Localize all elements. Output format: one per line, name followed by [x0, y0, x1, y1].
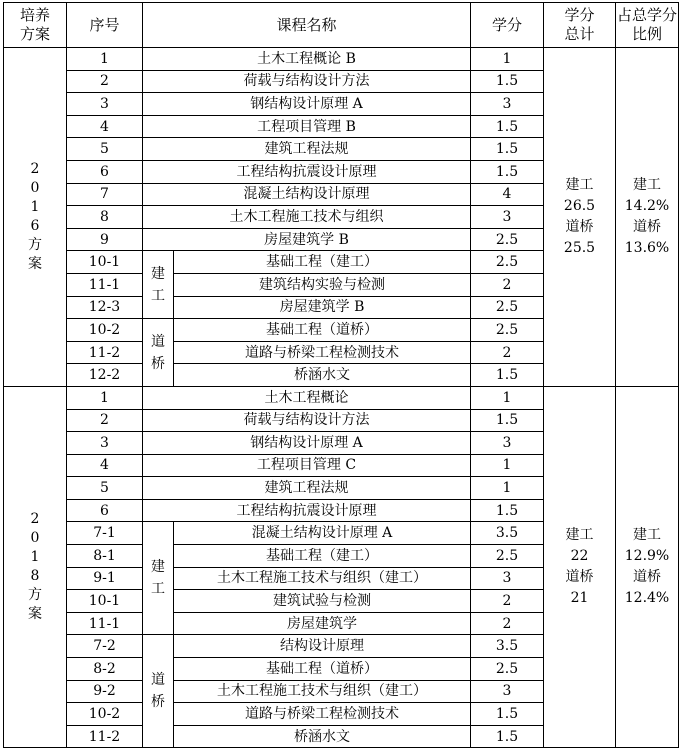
seq-cell: 10-1 — [67, 590, 143, 613]
credit-cell: 3 — [471, 432, 544, 455]
credit-cell: 3.5 — [471, 635, 544, 658]
seq-cell: 5 — [67, 477, 143, 500]
seq-cell: 10-1 — [67, 251, 143, 274]
credit-cell: 2.5 — [471, 319, 544, 342]
course-cell: 钢结构设计原理 A — [143, 93, 471, 116]
credit-cell: 1.5 — [471, 138, 544, 161]
credit-cell: 1.5 — [471, 364, 544, 387]
group-label-daoqiao: 道 桥 — [143, 635, 174, 748]
credit-cell: 2.5 — [471, 251, 544, 274]
header-plan: 培养 方案 — [4, 3, 67, 48]
credit-cell: 1 — [471, 48, 544, 71]
header-credit: 学分 — [471, 3, 544, 48]
credit-cell: 1.5 — [471, 499, 544, 522]
course-cell: 建筑试验与检测 — [174, 590, 471, 613]
seq-cell: 7-2 — [67, 635, 143, 658]
course-cell: 土木工程概论 — [143, 386, 471, 409]
credit-cell: 1 — [471, 477, 544, 500]
seq-cell: 3 — [67, 93, 143, 116]
seq-cell: 10-2 — [67, 319, 143, 342]
credit-cell: 2 — [471, 612, 544, 635]
group-label-daoqiao: 道 桥 — [143, 319, 174, 387]
seq-cell: 4 — [67, 115, 143, 138]
ratio-cell: 建工 12.9% 道桥 12.4% — [616, 386, 679, 748]
credit-cell: 2 — [471, 341, 544, 364]
plan-label: 2 0 1 6 方 案 — [4, 48, 67, 387]
total-credits-cell: 建工 26.5 道桥 25.5 — [544, 48, 616, 387]
course-cell: 道路与桥梁工程检测技术 — [174, 341, 471, 364]
credit-cell: 2 — [471, 273, 544, 296]
seq-cell: 6 — [67, 160, 143, 183]
course-cell: 混凝土结构设计原理 A — [174, 522, 471, 545]
course-cell: 工程结构抗震设计原理 — [143, 160, 471, 183]
course-cell: 房屋建筑学 — [174, 612, 471, 635]
course-cell: 建筑结构实验与检测 — [174, 273, 471, 296]
credit-cell: 3.5 — [471, 522, 544, 545]
seq-cell: 7-1 — [67, 522, 143, 545]
course-cell: 基础工程（道桥） — [174, 319, 471, 342]
credit-cell: 2.5 — [471, 545, 544, 568]
credit-cell: 1 — [471, 454, 544, 477]
table-row — [4, 48, 679, 71]
course-cell: 荷载与结构设计方法 — [143, 70, 471, 93]
course-cell: 基础工程（建工） — [174, 251, 471, 274]
course-cell: 基础工程（建工） — [174, 545, 471, 568]
credit-cell: 1.5 — [471, 703, 544, 726]
group-label-jiangong: 建 工 — [143, 251, 174, 319]
course-cell: 建筑工程法规 — [143, 477, 471, 500]
credit-cell: 1.5 — [471, 70, 544, 93]
seq-cell: 3 — [67, 432, 143, 455]
header-total: 学分 总计 — [544, 3, 616, 48]
credit-cell: 3 — [471, 93, 544, 116]
course-cell: 土木工程施工技术与组织（建工） — [174, 567, 471, 590]
seq-cell: 4 — [67, 454, 143, 477]
course-cell: 土木工程概论 B — [143, 48, 471, 71]
course-cell: 建筑工程法规 — [143, 138, 471, 161]
course-cell: 土木工程施工技术与组织 — [143, 206, 471, 229]
credit-cell: 1.5 — [471, 725, 544, 748]
course-cell: 基础工程（道桥） — [174, 658, 471, 681]
table-row — [4, 386, 679, 409]
credit-cell: 1 — [471, 386, 544, 409]
plan-2016-section — [4, 48, 679, 387]
seq-cell: 8-1 — [67, 545, 143, 568]
course-cell: 工程结构抗震设计原理 — [143, 499, 471, 522]
course-cell: 工程项目管理 B — [143, 115, 471, 138]
seq-cell: 11-2 — [67, 725, 143, 748]
ratio-cell: 建工 14.2% 道桥 13.6% — [616, 48, 679, 387]
course-cell: 房屋建筑学 B — [174, 296, 471, 319]
seq-cell: 2 — [67, 70, 143, 93]
course-cell: 结构设计原理 — [174, 635, 471, 658]
course-cell: 房屋建筑学 B — [143, 228, 471, 251]
seq-cell: 8-2 — [67, 658, 143, 681]
credit-cell: 3 — [471, 567, 544, 590]
seq-cell: 12-2 — [67, 364, 143, 387]
header-row — [4, 3, 679, 48]
group-label-jiangong: 建 工 — [143, 522, 174, 635]
seq-cell: 5 — [67, 138, 143, 161]
course-cell: 道路与桥梁工程检测技术 — [174, 703, 471, 726]
plan-label: 2 0 1 8 方 案 — [4, 386, 67, 748]
seq-cell: 1 — [67, 386, 143, 409]
seq-cell: 8 — [67, 206, 143, 229]
course-cell: 土木工程施工技术与组织（建工） — [174, 680, 471, 703]
credit-cell: 2 — [471, 590, 544, 613]
seq-cell: 2 — [67, 409, 143, 432]
course-cell: 桥涵水文 — [174, 364, 471, 387]
seq-cell: 7 — [67, 183, 143, 206]
header-seq: 序号 — [67, 3, 143, 48]
credit-cell: 2.5 — [471, 658, 544, 681]
seq-cell: 1 — [67, 48, 143, 71]
credit-cell: 1.5 — [471, 160, 544, 183]
plan-2018-section — [4, 386, 679, 748]
course-cell: 工程项目管理 C — [143, 454, 471, 477]
seq-cell: 9-2 — [67, 680, 143, 703]
course-cell: 桥涵水文 — [174, 725, 471, 748]
seq-cell: 12-3 — [67, 296, 143, 319]
course-cell: 混凝土结构设计原理 — [143, 183, 471, 206]
course-cell: 钢结构设计原理 A — [143, 432, 471, 455]
credit-cell: 2.5 — [471, 296, 544, 319]
credit-cell: 1.5 — [471, 409, 544, 432]
seq-cell: 6 — [67, 499, 143, 522]
credit-cell: 3 — [471, 206, 544, 229]
seq-cell: 11-1 — [67, 612, 143, 635]
credit-cell: 3 — [471, 680, 544, 703]
total-credits-cell: 建工 22 道桥 21 — [544, 386, 616, 748]
credit-cell: 1.5 — [471, 115, 544, 138]
seq-cell: 11-1 — [67, 273, 143, 296]
course-cell: 荷载与结构设计方法 — [143, 409, 471, 432]
header-ratio: 占总学分 比例 — [616, 3, 679, 48]
credit-cell: 2.5 — [471, 228, 544, 251]
curriculum-table — [3, 2, 679, 748]
seq-cell: 11-2 — [67, 341, 143, 364]
seq-cell: 9-1 — [67, 567, 143, 590]
credit-cell: 4 — [471, 183, 544, 206]
header-course: 课程名称 — [143, 3, 471, 48]
seq-cell: 9 — [67, 228, 143, 251]
seq-cell: 10-2 — [67, 703, 143, 726]
